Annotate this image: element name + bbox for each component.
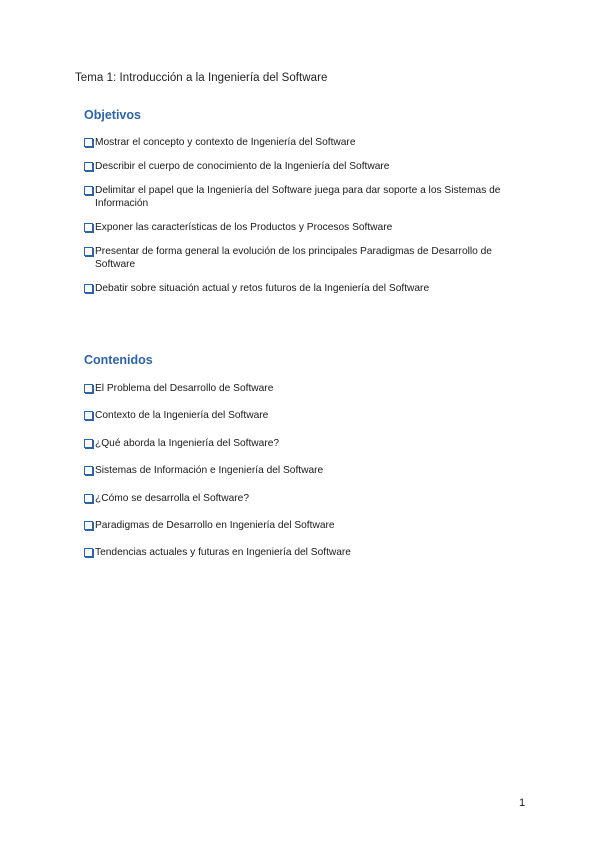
list-item xyxy=(84,160,534,173)
list-item xyxy=(84,221,534,234)
checkbox-icon xyxy=(84,494,93,503)
objectives-heading: Objetivos xyxy=(84,108,141,122)
checkbox-icon xyxy=(84,284,93,293)
list-item xyxy=(84,519,534,532)
checkbox-icon xyxy=(84,548,93,557)
list-item-text: Debatir sobre situación actual y retos futuros de la Ingeniería del Software xyxy=(95,283,430,294)
list-item-text: Presentar de forma general la evolución de los principales Paradigmas de Desarrollo de Software xyxy=(95,246,492,270)
list-item-text: ¿Qué aborda la Ingeniería del Software? xyxy=(95,437,280,449)
list-item xyxy=(84,245,534,271)
contents-heading: Contenidos xyxy=(84,353,153,367)
list-item-text: Mostrar el concepto y contexto de Ingeniería del Software xyxy=(95,137,356,148)
list-item xyxy=(84,492,534,505)
list-item-text: Contexto de la Ingeniería del Software xyxy=(95,410,269,422)
checkbox-icon xyxy=(84,384,93,393)
checkbox-icon xyxy=(84,162,93,171)
list-item xyxy=(84,546,534,559)
list-item xyxy=(84,409,534,422)
list-item xyxy=(84,437,534,450)
objectives-list xyxy=(84,136,534,306)
list-item-text: Sistemas de Información e Ingeniería del Software xyxy=(95,465,324,477)
list-item xyxy=(84,382,534,395)
checkbox-icon xyxy=(84,466,93,475)
page-number: 1 xyxy=(519,797,526,809)
checkbox-icon xyxy=(84,138,93,147)
checkbox-icon xyxy=(84,223,93,232)
checkbox-icon xyxy=(84,186,93,195)
checkbox-icon xyxy=(84,411,93,420)
list-item-text: Delimitar el papel que la Ingeniería del Software juega para dar soporte a los Sistemas de Información xyxy=(95,185,501,209)
list-item-text: Exponer las características de los Productos y Procesos Software xyxy=(95,222,393,233)
list-item xyxy=(84,464,534,477)
list-item xyxy=(84,136,534,149)
checkbox-icon xyxy=(84,439,93,448)
list-item-text: Paradigmas de Desarrollo en Ingeniería del Software xyxy=(95,519,335,531)
contents-list xyxy=(84,382,534,574)
checkbox-icon xyxy=(84,521,93,530)
list-item-text: El Problema del Desarrollo de Software xyxy=(95,383,274,394)
list-item-text: ¿Cómo se desarrolla el Software? xyxy=(95,492,250,504)
list-item xyxy=(84,184,534,210)
list-item xyxy=(84,282,534,295)
checkbox-icon xyxy=(84,247,93,256)
list-item-text: Describir el cuerpo de conocimiento de la Ingeniería del Software xyxy=(95,161,390,172)
list-item-text: Tendencias actuales y futuras en Ingeniería del Software xyxy=(95,547,351,559)
page-title: Tema 1: Introducción a la Ingeniería del Software xyxy=(75,72,328,84)
